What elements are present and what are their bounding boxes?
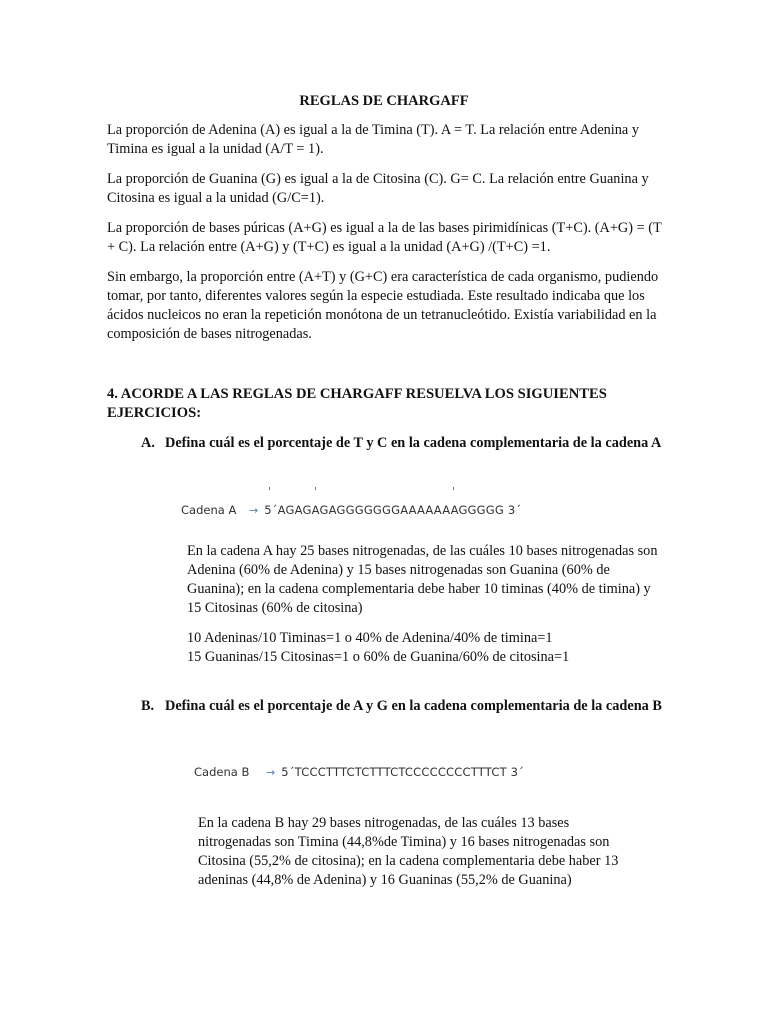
strand-a-sequence: 5´AGAGAGAGGGGGGGAAAAAAAGGGGG 3´ <box>264 502 522 517</box>
exercise-a-letter: A. <box>141 435 155 451</box>
exercise-a-text: Defina cuál es el porcentaje de T y C en la cadena complementaria de la cadena A <box>165 435 662 451</box>
strand-b-label: Cadena B <box>194 764 250 779</box>
paragraph-guanine-cytosine: La proporción de Guanina (G) es igual a la de Citosina (C). G= C. La relación entre Guanina y Citosina es igual a la unidad (G/C=1). <box>107 171 649 206</box>
exercise-b-question <box>141 697 671 716</box>
paragraph-adenine-thymine: La proporción de Adenina (A) es igual a la de Timina (T). A = T. La relación entre Adenina y Timina es igual a la unidad (A/T = 1). <box>107 122 639 157</box>
exercise-b-letter: B. <box>141 698 155 714</box>
exercise-a-ratios <box>187 629 667 667</box>
exercise-a-explanation: En la cadena A hay 25 bases nitrogenadas, de las cuáles 10 bases nitrogenadas son Adenina (60% de Adenina) y 15 bases nitrogenadas son Guanina (60% de Guanina); en la cadena complementaria debe haber 10 timinas (40% de timina) y 15 Citosinas (60% de citosina) <box>187 543 658 616</box>
paragraph-purines-pyrimidines: La proporción de bases púricas (A+G) es igual a la de las bases pirimidínicas (T+C). (A+G) = (T + C). La relación entre (A+G) y (T+C) es igual a la unidad (A+G) /(T+C) =1. <box>107 220 662 255</box>
exercise-b-explanation: En la cadena B hay 29 bases nitrogenadas, de las cuáles 13 bases nitrogenadas son Timina (44,8%de Timina) y 16 bases nitrogenadas son Citosina (55,2% de citosina); en la cadena complementaria debe haber 13 adeninas (44,8% de Adenina) y 16 Guaninas (55,2% de Guanina) <box>198 815 619 888</box>
strand-a-label: Cadena A <box>181 502 237 517</box>
arrow-right-icon: → <box>249 503 259 517</box>
paragraph-variability: Sin embargo, la proporción entre (A+T) y (G+C) era característica de cada organismo, pudiendo tomar, por tanto, diferentes valores según la especie estudiada. Este resultado indicaba que los ácidos nucleicos no eran la repetición monótona de un tetranucleótido. Existía variabilidad en la composición de bases nitrogenadas. <box>107 269 659 342</box>
section-4-heading: 4. ACORDE A LAS REGLAS DE CHARGAFF RESUELVA LOS SIGUIENTES EJERCICIOS: <box>107 386 607 421</box>
strand-a-marks <box>267 487 467 493</box>
strand-b-sequence: 5´TCCCTTTCTCTTTCTCCCCCCCCTTTCT 3´ <box>281 764 525 779</box>
exercise-a-question <box>141 434 671 453</box>
exercise-b-text: Defina cuál es el porcentaje de A y G en la cadena complementaria de la cadena B <box>165 698 662 714</box>
strand-b-figure <box>194 762 524 782</box>
ratio-adenine-thymine: 10 Adeninas/10 Timinas=1 o 40% de Adenina/40% de timina=1 <box>187 630 553 646</box>
ratio-guanine-cytosine: 15 Guaninas/15 Citosinas=1 o 60% de Guanina/60% de citosina=1 <box>187 649 570 665</box>
arrow-right-icon: → <box>266 765 276 779</box>
page-title: REGLAS DE CHARGAFF <box>299 93 469 109</box>
strand-a-figure <box>181 500 521 520</box>
